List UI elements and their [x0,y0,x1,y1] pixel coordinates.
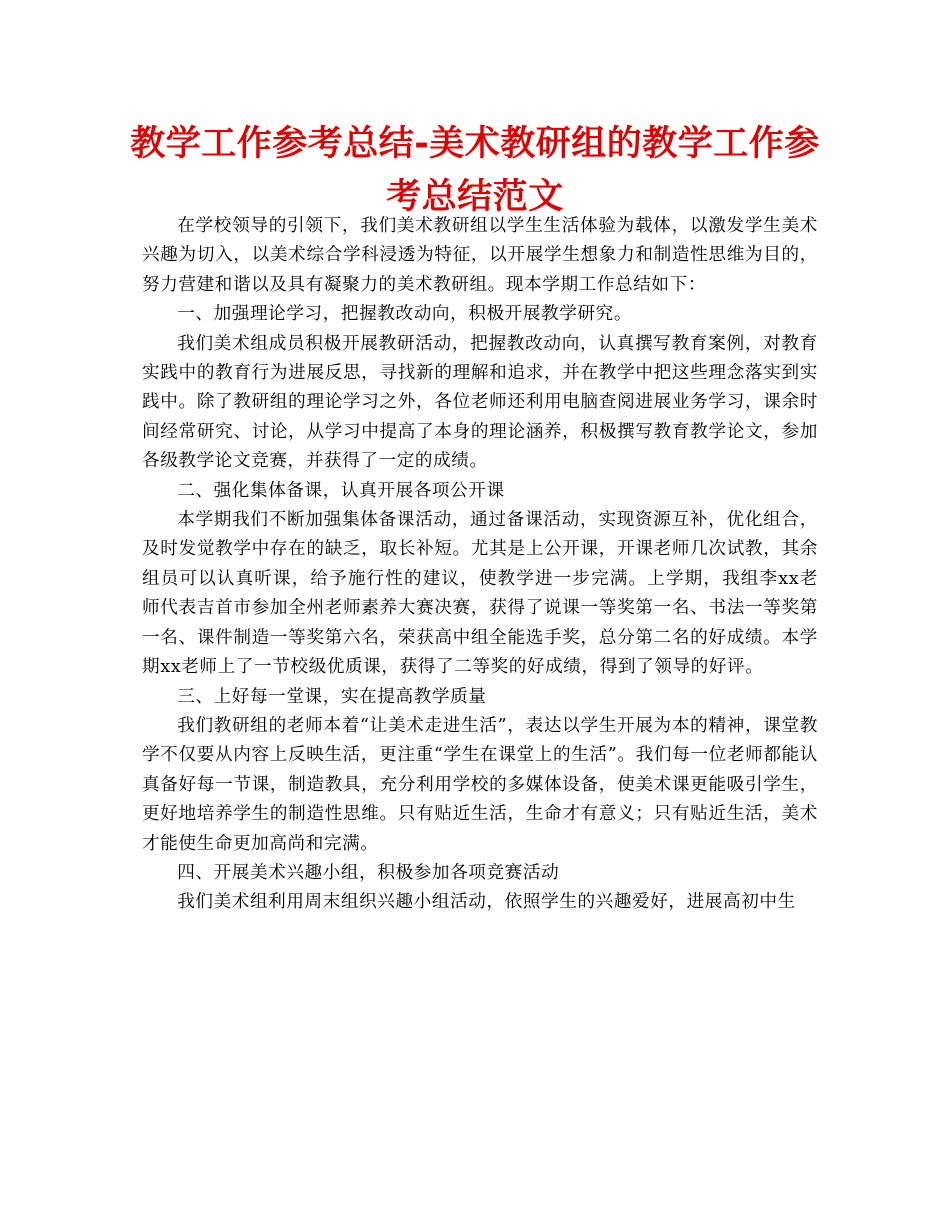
document-body [142,212,818,918]
section-heading-2: 二、强化集体备课，认真开展各项公开课 [177,480,505,501]
section-heading-1: 一、加强理论学习，把握教改动向，积极开展教学研究。 [177,304,633,325]
section-heading-4: 四、开展美术兴趣小组，积极参加各项竞赛活动 [177,862,560,883]
intro-paragraph: 在学校领导的引领下，我们美术教研组以学生生活体验为载体，以激发学生美术兴趣为切入，以美术综合学科浸透为特征，以开展学生想象力和制造性思维为目的，努力营建和谐以及具有凝聚力的美术教研组。现本学期工作总结如下： [142,216,818,295]
section-paragraph-1: 我们美术组成员积极开展教研活动，把握教改动向，认真撰写教育案例，对教育实践中的教育行为进展反思，寻找新的理解和追求，并在教学中把这些理念落实到实践中。除了教研组的理论学习之外，各位老师还利用电脑查阅进展业务学习，课余时间经常研究、讨论，从学习中提高了本身的理论涵养，积极撰写教育教学论文，参加各级教学论文竞赛，并获得了一定的成绩。 [142,333,818,472]
section-paragraph-2: 本学期我们不断加强集体备课活动，通过备课活动，实现资源互补，优化组合，及时发觉教学中存在的缺乏，取长补短。尤其是上公开课，开课老师几次试教，其余组员可以认真听课，给予施行性的建议，使教学进一步完满。上学期，我组李xx老师代表吉首市参加全州老师素养大赛决赛，获得了说课一等奖第一名、书法一等奖第一名、课件制造一等奖第六名，荣获高中组全能选手奖，总分第二名的好成绩。本学期xx老师上了一节校级优质课，获得了二等奖的好成绩，得到了领导的好评。 [142,510,818,678]
section-paragraph-3: 我们教研组的老师本着“让美术走进生活”，表达以学生开展为本的精神，课堂教学不仅要从内容上反映生活，更注重“学生在课堂上的生活”。我们每一位老师都能认真备好每一节课，制造教具，充分利用学校的多媒体设备，使美术课更能吸引学生，更好地培养学生的制造性思维。只有贴近生活，生命才有意义；只有贴近生活，美术才能使生命更加高尚和完满。 [142,715,818,854]
section-paragraph-4: 我们美术组利用周末组织兴趣小组活动，依照学生的兴趣爱好，进展高初中生 [177,892,796,913]
document-title: 教学工作参考总结-美术教研组的教学工作参考总结范文 [130,124,820,217]
section-heading-3: 三、上好每一堂课，实在提高教学质量 [177,686,487,707]
